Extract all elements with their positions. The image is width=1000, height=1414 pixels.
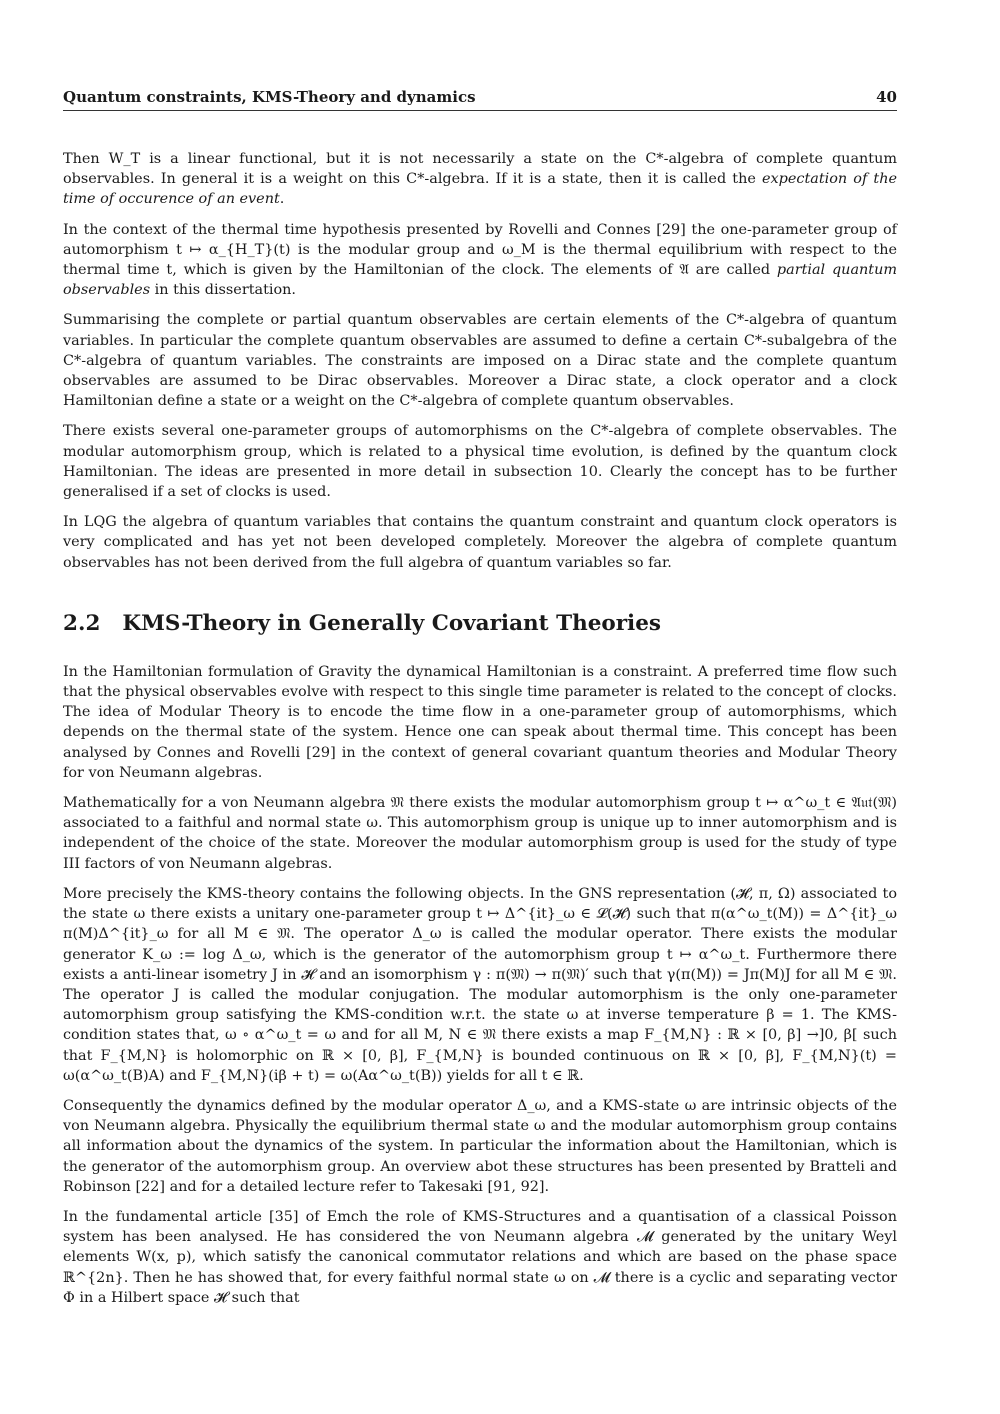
section-title: KMS-Theory in Generally Covariant Theories xyxy=(122,610,662,636)
emphasis: expectation of the time of occurence of an event xyxy=(63,171,897,208)
paragraph: In the fundamental article [35] of Emch the role of KMS-Structures and a quantisation of a classical Poisson system has been analysed. He has considered the von Neumann algebra 𝓜 generated by the unitary Weyl elements W(x, p), which satisfy the canonical commutator relations and which are based on the phase space ℝ^{2n}. Then he has showed that, for every faithful normal state ω on 𝓜 there is a cyclic and separating vector Φ in a Hilbert space 𝓗 such that xyxy=(63,1208,897,1306)
paragraph: In the context of the thermal time hypothesis presented by Rovelli and Connes [29] the one-parameter group of automorphism t ↦ α_{H_T}(t) is the modular group and ω_M is the thermal equilibrium with respect to the thermal time t, which is given by the Hamiltonian of the clock. The elements of 𝔄 are called partial quantum observables in this dissertation. xyxy=(63,221,897,299)
paragraph: Summarising the complete or partial quantum observables are certain elements of the C*-algebra of quantum variables. In particular the complete quantum observables are assumed to define a certain C*-subalgebra of the C*-algebra of quantum variables. The constraints are imposed on a Dirac state and the complete quantum observables are assumed to be Dirac observables. Moreover a Dirac state, a clock operator and a clock Hamiltonian define a state or a weight on the C*-algebra of complete quantum observables. xyxy=(63,312,897,410)
emphasis: partial quantum observables xyxy=(63,262,897,299)
body-text xyxy=(63,149,897,1308)
section-heading xyxy=(63,611,897,636)
paragraph: More precisely the KMS-theory contains the following objects. In the GNS representation (𝓗, π, Ω) associated to the state ω there exists a unitary one-parameter group t ↦ Δ^{it}_ω ∈ 𝓛(𝓗) such that π(α^ω_t(M)) = Δ^{it}_ω π(M)Δ^{it}_ω for all M ∈ 𝔐. The operator Δ_ω is called the modular operator. There exists the modular generator K_ω := log Δ_ω, which is the generator of the automorphism group t ↦ α^ω_t. Furthermore there exists a anti-linear isometry J in 𝓗 and an isomorphism γ : π(𝔐) → π(𝔐)′ such that γ(π(M)) = Jπ(M)J for all M ∈ 𝔐. The operator J is called the modular conjugation. The modular automorphism is the only one-parameter automorphism group satisfying the KMS-condition w.r.t. the state ω at inverse temperature β = 1. The KMS-condition states that, ω ∘ α^ω_t = ω and for all M, N ∈ 𝔐 there exists a map F_{M,N} : ℝ × [0, β] →]0, β[ such that F_{M,N} is holomorphic on ℝ × [0, β], F_{M,N} is bounded continuous on ℝ × [0, β], F_{M,N}(t) = ω(α^ω_t(B)A) and F_{M,N}(iβ + t) = ω(Aα^ω_t(B)) yields for all t ∈ ℝ. xyxy=(63,885,897,1084)
paragraph: Mathematically for a von Neumann algebra 𝔐 there exists the modular automorphism group t ↦ α^ω_t ∈ 𝔄𝔲𝔱(𝔐) associated to a faithful and normal state ω. This automorphism group is unique up to inner automorphism and is independent of the choice of the state. Moreover the modular automorphism group is used for the study of type III factors of von Neumann algebras. xyxy=(63,795,897,872)
running-header-title: Quantum constraints, KMS-Theory and dynamics xyxy=(63,88,476,106)
running-header xyxy=(63,88,897,111)
page xyxy=(63,88,897,1318)
paragraph: There exists several one-parameter groups of automorphisms on the C*-algebra of complete observables. The modular automorphism group, which is related to a physical time evolution, is defined by the quantum clock Hamiltonian. The ideas are presented in more detail in subsection 10. Clearly the concept has to be further generalised if a set of clocks is used. xyxy=(63,423,897,501)
paragraph: In the Hamiltonian formulation of Gravity the dynamical Hamiltonian is a constraint. A preferred time flow such that the physical observables evolve with respect to this single time parameter is related to the concept of clocks. The idea of Modular Theory is to encode the time flow in a one-parameter group of automorphisms, which depends on the thermal state of the system. Hence one can speak about thermal time. This concept has been analysed by Connes and Rovelli [29] in the context of general covariant quantum theories and Modular Theory for von Neumann algebras. xyxy=(63,663,897,781)
paragraph: Consequently the dynamics defined by the modular operator Δ_ω, and a KMS-state ω are intrinsic objects of the von Neumann algebra. Physically the equilibrium thermal state ω and the modular automorphism group contains all information about the dynamics of the system. In particular the information about the Hamiltonian, which is the generator of the automorphism group. An overview abot these structures has been presented by Bratteli and Robinson [22] and for a detailed lecture refer to Takesaki [91, 92]. xyxy=(63,1097,897,1195)
paragraph: In LQG the algebra of quantum variables that contains the quantum constraint and quantum clock operators is very complicated and has yet not been developed completely. Moreover the algebra of complete quantum observables has not been derived from the full algebra of quantum variables so far. xyxy=(63,514,897,571)
paragraph: Then W_T is a linear functional, but it is not necessarily a state on the C*-algebra of complete quantum observables. In general it is a weight on this C*-algebra. If it is a state, then it is called the expectation of the time of occurence of an event. xyxy=(63,151,897,208)
page-number: 40 xyxy=(876,88,897,106)
section-number: 2.2 xyxy=(63,610,101,636)
